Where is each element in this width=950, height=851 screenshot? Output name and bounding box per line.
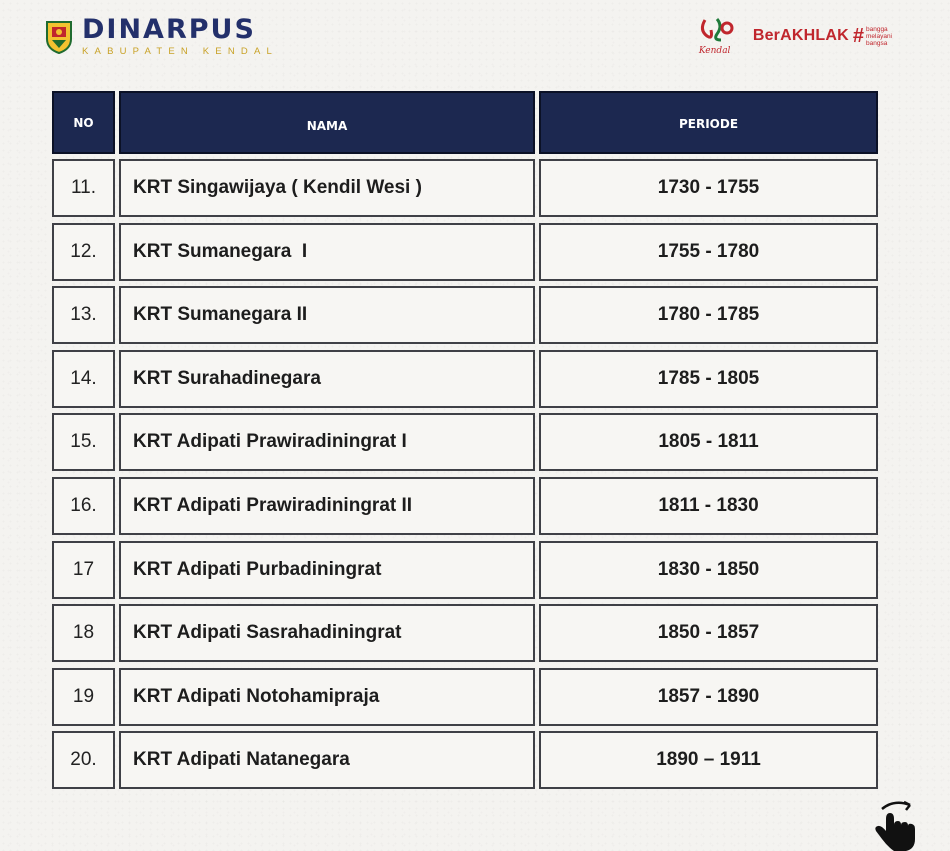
row-no: 13. — [52, 286, 115, 344]
row-periode: 1785 - 1805 — [539, 350, 878, 408]
kendal-regency-emblem-icon — [44, 19, 74, 55]
row-no: 19 — [52, 668, 115, 726]
row-nama: KRT Adipati Prawiradiningrat II — [119, 477, 535, 535]
row-periode: 1755 - 1780 — [539, 223, 878, 281]
brand-name: DINARPUS — [82, 14, 256, 45]
row-no: 15. — [52, 413, 115, 471]
row-periode: 1730 - 1755 — [539, 159, 878, 217]
partner-logos — [697, 16, 892, 56]
table-row — [52, 477, 878, 535]
table-row — [52, 541, 878, 599]
bangga-melayani-bangsa-logo — [853, 25, 892, 48]
row-periode: 1805 - 1811 — [539, 413, 878, 471]
row-periode: 1857 - 1890 — [539, 668, 878, 726]
table-row — [52, 286, 878, 344]
brand-header — [44, 16, 278, 58]
hashtag-icon: # — [852, 24, 864, 47]
table-row — [52, 350, 878, 408]
row-nama: KRT Adipati Prawiradiningrat I — [119, 413, 535, 471]
kendal-anniversary-icon — [697, 16, 741, 48]
table-header-row — [52, 91, 878, 154]
brand-subtitle: KABUPATEN KENDAL — [82, 46, 278, 57]
row-no: 14. — [52, 350, 115, 408]
melayani-line: melayani — [865, 32, 892, 40]
row-periode: 1890 – 1911 — [539, 731, 878, 789]
row-periode: 1811 - 1830 — [539, 477, 878, 535]
table-row — [52, 159, 878, 217]
regent-list-table — [52, 91, 878, 795]
row-no: 16. — [52, 477, 115, 535]
header-periode: PERIODE — [539, 91, 878, 154]
row-nama: KRT Sumanegara II — [119, 286, 535, 344]
row-nama: KRT Adipati Sasrahadiningrat — [119, 604, 535, 662]
row-nama: KRT Surahadinegara — [119, 350, 535, 408]
header-nama: NAMA — [119, 91, 535, 154]
table-row — [52, 668, 878, 726]
row-no: 20. — [52, 731, 115, 789]
row-nama: KRT Adipati Notohamipraja — [119, 668, 535, 726]
row-no: 18 — [52, 604, 115, 662]
table-row — [52, 413, 878, 471]
kendal-logo-text: Kendal — [698, 46, 731, 56]
table-row — [52, 604, 878, 662]
row-nama: KRT Adipati Purbadiningrat — [119, 541, 535, 599]
header-no: NO — [52, 91, 115, 154]
berakhlak-logo: BerAKHLAK — [752, 27, 849, 44]
table-row — [52, 731, 878, 789]
kendal-anniversary-logo — [697, 16, 741, 56]
row-periode: 1780 - 1785 — [539, 286, 878, 344]
row-no: 11. — [52, 159, 115, 217]
row-no: 17 — [52, 541, 115, 599]
row-nama: KRT Sumanegara I — [119, 223, 535, 281]
row-no: 12. — [52, 223, 115, 281]
bangga-line: bangga — [865, 25, 888, 33]
row-nama: KRT Singawijaya ( Kendil Wesi ) — [119, 159, 535, 217]
table-row — [52, 223, 878, 281]
row-nama: KRT Adipati Natanegara — [119, 731, 535, 789]
row-periode: 1850 - 1857 — [539, 604, 878, 662]
swipe-hand-icon[interactable] — [868, 795, 924, 851]
bangsa-line: bangsa — [865, 39, 888, 47]
row-periode: 1830 - 1850 — [539, 541, 878, 599]
